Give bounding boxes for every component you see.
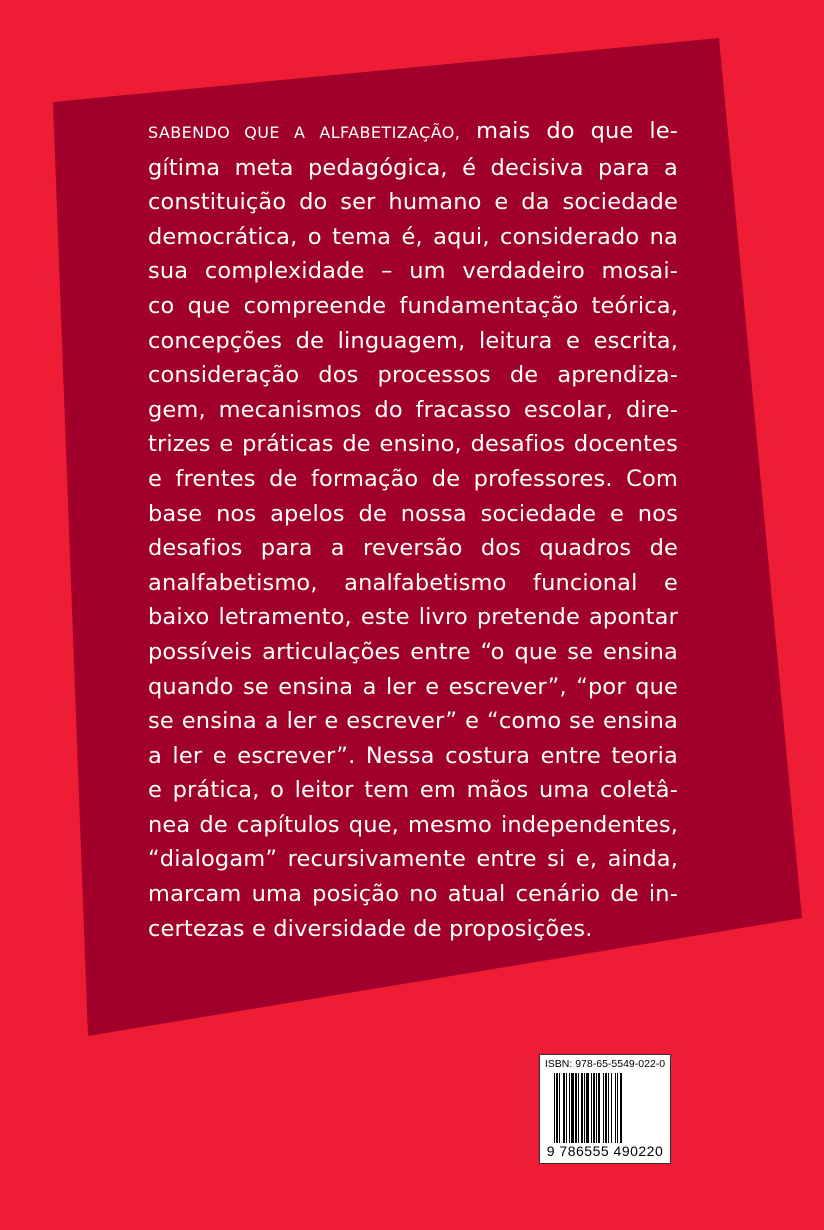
barcode-bar (593, 1073, 595, 1143)
blurb-line: a ler e escrever”. Nessa costura entre teoria (148, 742, 678, 769)
barcode-bar (617, 1073, 618, 1143)
barcode-bar (584, 1073, 585, 1143)
blurb-line: trizes e práticas de ensino, desafios docentes (148, 431, 678, 458)
blurb-line: e prática, o leitor tem em mãos uma coletâ- (148, 777, 678, 804)
barcode-bar (611, 1073, 612, 1143)
barcode-bar (591, 1073, 592, 1143)
blurb-line: desafios para a reversão dos quadros de (148, 535, 678, 562)
barcode-bar (598, 1073, 600, 1143)
barcode-bar (608, 1073, 609, 1143)
blurb-line: sua complexidade – um verdadeiro mosai- (148, 258, 678, 285)
barcode-bars (554, 1073, 656, 1143)
blurb-line: quando se ensina a ler e escrever”, “por que (148, 673, 678, 700)
blurb-line: e frentes de formação de professores. Com (148, 465, 678, 492)
barcode-bar (578, 1073, 579, 1143)
barcode-bar (566, 1073, 567, 1143)
barcode-bar (571, 1073, 574, 1143)
barcode-bar (554, 1073, 555, 1143)
blurb-line: possíveis articulações entre “o que se ensina (148, 638, 678, 665)
blurb-line: co que compreende fundamentação teórica, (148, 292, 678, 319)
isbn-digits: 9 786555 490220 (546, 1143, 664, 1159)
blurb-line: SABENDO QUE A ALFABETIZAÇÃO, mais do que le- (148, 118, 678, 144)
blurb-line: se ensina a ler e escrever” e “como se ensina (148, 708, 678, 735)
blurb-line: concepções de linguagem, leitura e escrita, (148, 327, 678, 354)
blurb-line: analfabetismo, analfabetismo funcional e (148, 569, 678, 596)
blurb-line: gítima meta pedagógica, é decisiva para a (148, 154, 678, 181)
barcode-bar (605, 1073, 607, 1143)
barcode-bar (556, 1073, 558, 1143)
back-cover-blurb (148, 114, 678, 946)
isbn-label: ISBN: 978-65-5549-022-0 (544, 1058, 666, 1070)
barcode-bar (575, 1073, 577, 1143)
isbn-barcode (539, 1054, 671, 1164)
blurb-line: nea de capítulos que, mesmo independentes, (148, 811, 678, 838)
barcode-bar (603, 1073, 604, 1143)
blurb-lead-caps: SABENDO QUE A ALFABETIZAÇÃO, (148, 123, 461, 142)
barcode-bar (620, 1073, 622, 1143)
blurb-line: consideração dos processos de aprendiza- (148, 362, 678, 389)
blurb-line: baixo letramento, este livro pretende apontar (148, 604, 678, 631)
blurb-line: democrática, o tema é, aqui, considerado na (148, 223, 678, 250)
blurb-line: gem, mecanismos do fracasso escolar, dire- (148, 396, 678, 423)
blurb-line: certezas e diversidade de proposições. (148, 915, 593, 942)
blurb-line: marcam uma posição no atual cenário de in- (148, 881, 678, 908)
blurb-line: “dialogam” recursivamente entre si e, ainda, (148, 846, 678, 873)
barcode-bar (596, 1073, 597, 1143)
barcode-bar (559, 1073, 560, 1143)
blurb-line: base nos apelos de nossa sociedade e nos (148, 500, 678, 527)
barcode-bar (615, 1073, 616, 1143)
barcode-bar (569, 1073, 570, 1143)
barcode-bar (586, 1073, 589, 1143)
blurb-line: constituição do ser humano e da sociedade (148, 189, 678, 216)
barcode-bar (563, 1073, 565, 1143)
barcode-bar (581, 1073, 583, 1143)
